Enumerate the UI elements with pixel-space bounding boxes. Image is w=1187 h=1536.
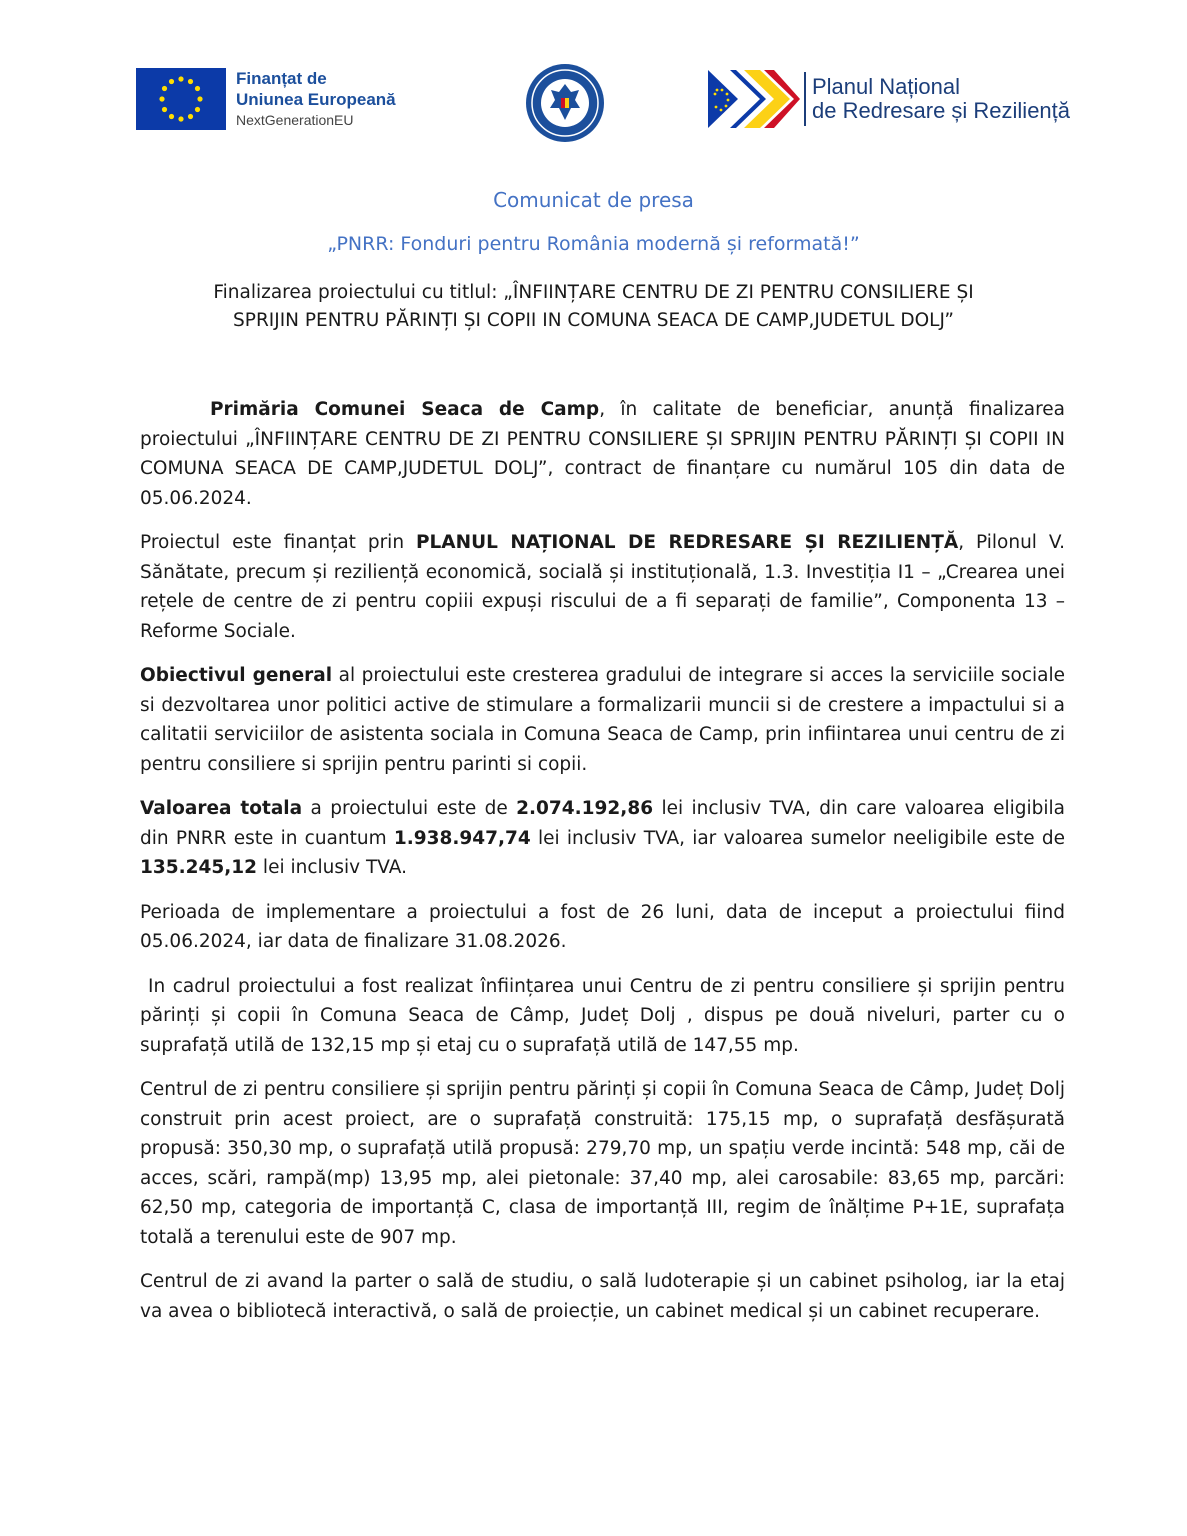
- paragraph-rooms: Centrul de zi avand la parter o sală de studiu, o sală ludoterapie și un cabinet psiholog, iar la etaj va avea o bibliotecă interactivă, o sală de proiecție, un cabinet medical și un cabinet recuperare.: [140, 1271, 1065, 1322]
- eligible-value-amount: 1.938.947,74: [393, 827, 531, 849]
- slogan: „PNRR: Fonduri pentru România modernă și reformată!”: [327, 233, 860, 255]
- paragraph-value: [140, 794, 1065, 883]
- project-title-line2: SPRIJIN PENTRU PĂRINȚI ȘI COPII IN COMUNA SEACA DE CAMP,JUDETUL DOLJ”: [233, 310, 954, 331]
- pnrr-arrows-icon: [708, 70, 800, 128]
- paragraph-objective-text: al proiectului este cresterea gradului de integrare si acces la serviciile sociale si dezvoltarea unor politici active de stimulare a formalizarii muncii si de crestere a impactului si a calitatii serviciilor de asistenta sociala in Comuna Seaca de Camp, prin infiintarea unui centru de zi pentru consiliere si sprijin pentru parinti si copii.: [140, 665, 1065, 775]
- eu-flag-icon: [136, 68, 226, 130]
- paragraph-value-text1: a proiectului este de: [302, 798, 517, 819]
- paragraph-value-text4: lei inclusiv TVA.: [257, 857, 407, 878]
- objective-label: Obiectivul general: [140, 665, 333, 686]
- paragraph-value-text3: lei inclusiv TVA, iar valoarea sumelor neeligibile este de: [530, 827, 1065, 849]
- paragraph-period: Perioada de implementare a proiectului a fost de 26 luni, data de inceput a proiectului fiind 05.06.2024, iar data de finalizare 31.08.2026.: [140, 901, 1065, 952]
- pnrr-logo-line1: Planul Național: [812, 73, 960, 99]
- paragraph-objective: [140, 661, 1065, 779]
- paragraph-beneficiary: [140, 395, 1065, 513]
- paragraph-funding-text2: , Pilonul V. Sănătate, precum și reziliență economică, socială și instituțională, 1.3. Investiția I1 – „Crearea unei rețele de centre de zi pentru copiii expuși riscului de a fi separați de familie”, Componenta 13 – Reforme Sociale.: [140, 532, 1065, 642]
- eu-logo-line1: Finanțat de: [236, 69, 327, 89]
- eu-logo-line2: Uniunea Europeană: [236, 89, 396, 109]
- paragraph-value-text2: lei inclusiv TVA, din care valoarea eligibila din PNRR este in cuantum: [140, 798, 1065, 849]
- paragraph-realization: In cadrul proiectului a fost realizat înființarea unui Centru de zi pentru consiliere și sprijin pentru părinți și copii în Comuna Seaca de Câmp, Județ Dolj , dispus pe două niveluri, parter cu o suprafață utilă de 132,15 mp și etaj cu o suprafață utilă de 147,55 mp.: [140, 975, 1065, 1056]
- pnrr-divider: [804, 72, 806, 126]
- eu-funding-logo: [136, 68, 396, 130]
- pnrr-logo: [708, 70, 1070, 128]
- ineligible-value-amount: 135.245,12: [140, 857, 258, 878]
- press-release-label: Comunicat de presa: [493, 188, 694, 212]
- project-title-line1: Finalizarea proiectului cu titlul: „ÎNFIINȚARE CENTRU DE ZI PENTRU CONSILIERE ȘI: [213, 282, 974, 303]
- total-value-label: Valoarea totala: [140, 798, 303, 819]
- eu-logo-text: [236, 69, 396, 129]
- paragraph-surfaces: Centrul de zi pentru consiliere și sprijin pentru părinți și copii în Comuna Seaca de Câmp, Județ Dolj construit prin acest proiect, are o suprafață construită: 175,15 mp, o suprafață desfășurată propusă: 350,30 mp, o suprafață utilă propusă: 279,70 mp, un spațiu verde incintă: 548 mp, căi de acces, scări, rampă(mp) 13,95 mp, alei pietonale: 37,40 mp, alei carosabile: 83,65 mp, parcări: 62,50 mp, categoria de importanță C, clasa de importanță III, regim de înălțime P+1E, suprafața totală a terenului este de 907 mp.: [140, 1079, 1065, 1248]
- eu-logo-line3: NextGenerationEU: [236, 111, 354, 128]
- logo-bar: [0, 60, 1187, 140]
- pnrr-logo-text: [812, 75, 1070, 123]
- press-release-body: [140, 395, 1065, 1341]
- paragraph-funding: [140, 528, 1065, 646]
- romanian-government-seal-icon: [524, 62, 606, 144]
- total-value-amount: 2.074.192,86: [516, 798, 654, 819]
- pnrr-program-name: PLANUL NAȚIONAL DE REDRESARE ȘI REZILIENȚĂ: [415, 532, 959, 553]
- beneficiary-name: Primăria Comunei Seaca de Camp: [210, 399, 600, 420]
- pnrr-logo-line2: de Redresare și Reziliență: [812, 98, 1071, 123]
- paragraph-beneficiary-text: , în calitate de beneficiar, anunță finalizarea proiectului „ÎNFIINȚARE CENTRU DE ZI PENTRU CONSILIERE ȘI SPRIJIN PENTRU PĂRINȚI ȘI COPII IN COMUNA SEACA DE CAMP,JUDETUL DOLJ”, contract de finanțare cu numărul 105 din data de 05.06.2024.: [140, 399, 1066, 509]
- paragraph-funding-text1: Proiectul este finanțat prin: [140, 532, 416, 553]
- project-title: [0, 279, 1187, 335]
